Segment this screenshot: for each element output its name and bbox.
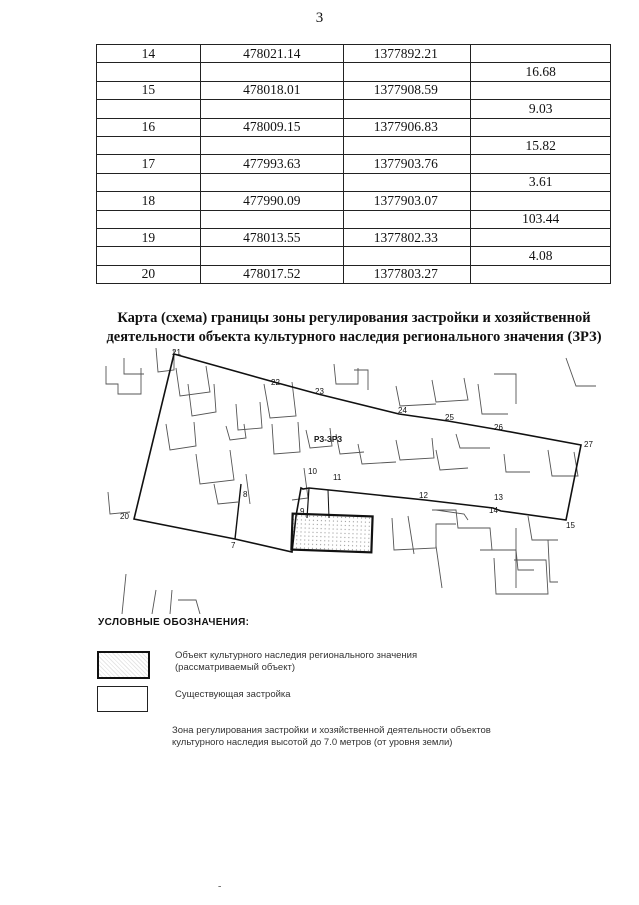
point-number-cell: 15 xyxy=(97,81,201,99)
building-outline xyxy=(432,378,468,402)
distance-cell-empty xyxy=(471,228,611,246)
point-number-cell: 20 xyxy=(97,265,201,283)
table-row xyxy=(97,247,611,265)
empty-cell xyxy=(343,136,471,154)
x-coordinate-cell: 478013.55 xyxy=(200,228,343,246)
legend-heritage-line-1: Объект культурного наследия регионального значения xyxy=(175,650,418,661)
empty-cell xyxy=(97,247,201,265)
x-coordinate-cell: 477990.09 xyxy=(200,192,343,210)
empty-cell xyxy=(200,63,343,81)
distance-cell-empty xyxy=(471,155,611,173)
building-outline xyxy=(166,422,196,450)
building-outline xyxy=(396,386,436,406)
empty-cell xyxy=(97,173,201,191)
distance-cell: 9.03 xyxy=(471,100,611,118)
building-outline xyxy=(272,422,300,454)
page-number: 3 xyxy=(315,10,324,26)
building-outline xyxy=(478,384,508,414)
table-row xyxy=(97,81,611,99)
legend-building-swatch xyxy=(97,686,148,712)
point-label-9: 9 xyxy=(300,507,305,516)
building-outline xyxy=(504,454,530,472)
point-number-cell: 14 xyxy=(97,45,201,63)
point-label-11: 11 xyxy=(333,473,342,482)
point-number-cell: 19 xyxy=(97,228,201,246)
empty-cell xyxy=(343,210,471,228)
distance-cell-empty xyxy=(471,265,611,283)
distance-cell: 3.61 xyxy=(471,173,611,191)
empty-cell xyxy=(200,173,343,191)
distance-cell-empty xyxy=(471,45,611,63)
distance-cell: 4.08 xyxy=(471,247,611,265)
table-row xyxy=(97,210,611,228)
distance-cell-empty xyxy=(471,118,611,136)
distance-cell-empty xyxy=(471,81,611,99)
point-label-25: 25 xyxy=(445,413,454,422)
x-coordinate-cell: 478021.14 xyxy=(200,45,343,63)
point-label-22: 22 xyxy=(271,378,280,387)
empty-cell xyxy=(343,173,471,191)
table-row xyxy=(97,45,611,63)
point-label-12: 12 xyxy=(419,491,428,500)
building-outline xyxy=(226,424,246,440)
building-outline xyxy=(432,510,492,550)
building-outline xyxy=(106,366,141,394)
y-coordinate-cell: 1377892.21 xyxy=(343,45,471,63)
building-outline xyxy=(358,444,396,464)
point-label-23: 23 xyxy=(315,387,324,396)
table-row xyxy=(97,228,611,246)
empty-cell xyxy=(97,100,201,118)
x-coordinate-cell: 478017.52 xyxy=(200,265,343,283)
building-outline xyxy=(392,518,456,550)
building-outline xyxy=(566,358,596,386)
legend-zone-text xyxy=(172,725,491,749)
map-title xyxy=(90,309,618,347)
building-outline xyxy=(436,450,468,470)
point-label-27: 27 xyxy=(584,440,593,449)
point-label-15: 15 xyxy=(566,521,575,530)
footer-mark: - xyxy=(218,881,222,892)
x-coordinate-cell: 477993.63 xyxy=(200,155,343,173)
building-outline xyxy=(178,600,200,614)
x-coordinate-cell: 478009.15 xyxy=(200,118,343,136)
legend-zone-line-1: Зона регулирования застройки и хозяйственной деятельности объектов xyxy=(172,725,491,736)
map-title-line-1: Карта (схема) границы зоны регулирования застройки и хозяйственной xyxy=(117,310,591,326)
x-coordinate-cell: 478018.01 xyxy=(200,81,343,99)
legend-building-text: Существующая застройка xyxy=(175,689,291,700)
existing-buildings xyxy=(106,348,596,614)
building-outline xyxy=(436,546,442,588)
point-label-10: 10 xyxy=(308,467,317,476)
building-outline xyxy=(396,438,434,460)
building-outline xyxy=(494,374,516,404)
y-coordinate-cell: 1377802.33 xyxy=(343,228,471,246)
zone-map xyxy=(96,344,616,614)
table-row xyxy=(97,118,611,136)
empty-cell xyxy=(343,63,471,81)
building-outline xyxy=(334,364,358,384)
building-outline xyxy=(170,590,172,614)
coordinates-table xyxy=(96,44,611,284)
heritage-object-outline xyxy=(291,514,372,553)
table-row xyxy=(97,265,611,283)
table-row xyxy=(97,136,611,154)
table-row xyxy=(97,63,611,81)
point-number-cell: 17 xyxy=(97,155,201,173)
point-label-14: 14 xyxy=(489,506,498,515)
building-outline xyxy=(108,492,130,514)
empty-cell xyxy=(200,100,343,118)
map-title-line-2: деятельности объекта культурного наследия регионального значения (ЗРЗ) xyxy=(106,329,602,345)
building-outline xyxy=(236,402,262,430)
building-outline xyxy=(548,450,578,476)
y-coordinate-cell: 1377908.59 xyxy=(343,81,471,99)
y-coordinate-cell: 1377903.76 xyxy=(343,155,471,173)
distance-cell: 15.82 xyxy=(471,136,611,154)
building-outline xyxy=(122,574,126,614)
building-outline xyxy=(494,558,548,594)
y-coordinate-cell: 1377903.07 xyxy=(343,192,471,210)
distance-cell-empty xyxy=(471,192,611,210)
building-outline xyxy=(456,434,490,448)
empty-cell xyxy=(97,210,201,228)
building-outline xyxy=(196,450,234,484)
building-outline xyxy=(188,384,216,416)
empty-cell xyxy=(97,63,201,81)
building-outline xyxy=(408,516,414,554)
y-coordinate-cell: 1377803.27 xyxy=(343,265,471,283)
empty-cell xyxy=(200,210,343,228)
building-outline xyxy=(548,540,558,582)
point-number-cell: 18 xyxy=(97,192,201,210)
building-outline xyxy=(214,484,238,504)
distance-cell: 103.44 xyxy=(471,210,611,228)
zone-inner-line xyxy=(235,484,241,539)
empty-cell xyxy=(200,136,343,154)
point-label-7: 7 xyxy=(231,541,236,550)
table-row xyxy=(97,192,611,210)
legend-heritage-line-2: (рассматриваемый объект) xyxy=(175,662,295,673)
building-outline xyxy=(152,590,156,614)
zone-label: РЗ-ЗРЗ xyxy=(314,435,343,444)
point-label-26: 26 xyxy=(494,423,503,432)
building-outline xyxy=(176,366,210,396)
point-number-cell: 16 xyxy=(97,118,201,136)
legend-heritage-text xyxy=(175,650,417,674)
point-label-21: 21 xyxy=(172,348,181,357)
point-label-24: 24 xyxy=(398,406,407,415)
empty-cell xyxy=(97,136,201,154)
empty-cell xyxy=(200,247,343,265)
empty-cell xyxy=(343,100,471,118)
distance-cell: 16.68 xyxy=(471,63,611,81)
empty-cell xyxy=(343,247,471,265)
legend-heritage-swatch xyxy=(97,651,150,679)
legend-heading: УСЛОВНЫЕ ОБОЗНАЧЕНИЯ: xyxy=(98,617,250,628)
building-outline xyxy=(354,370,368,390)
table-row xyxy=(97,100,611,118)
building-outline xyxy=(436,510,468,520)
point-label-8: 8 xyxy=(243,490,248,499)
table-row xyxy=(97,173,611,191)
building-outline xyxy=(246,474,250,504)
point-label-13: 13 xyxy=(494,493,503,502)
point-label-20: 20 xyxy=(120,512,129,521)
y-coordinate-cell: 1377906.83 xyxy=(343,118,471,136)
legend-zone-line-2: культурного наследия высотой до 7.0 метров (от уровня земли) xyxy=(172,737,453,748)
table-row xyxy=(97,155,611,173)
building-outline xyxy=(528,516,558,540)
